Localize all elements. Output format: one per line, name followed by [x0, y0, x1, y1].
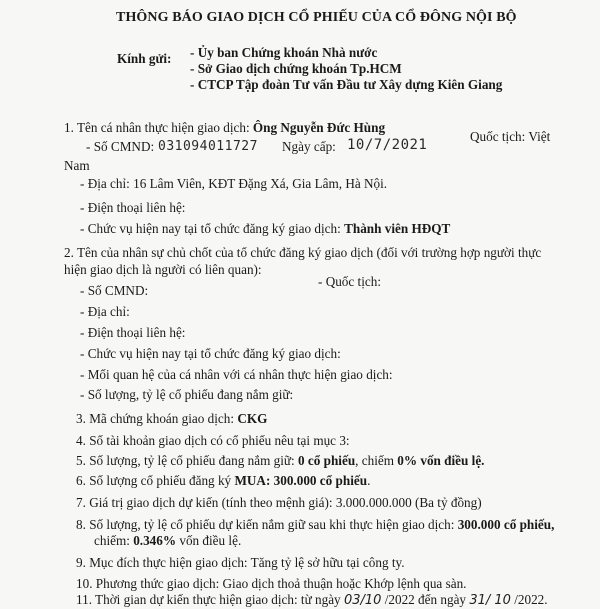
s5-tail: vốn điều lệ.	[417, 453, 485, 468]
recipient-item-company: - CTCP Tập đoàn Tư vấn Đầu tư Xây dựng Kiên Giang	[190, 77, 503, 92]
s1-date-label: Ngày cấp:	[282, 139, 336, 154]
s10-line: 10. Phương thức giao dịch: Giao dịch thoả thuận hoặc Khớp lệnh qua sàn.	[76, 576, 467, 591]
document-title: THÔNG BÁO GIAO DỊCH CỔ PHIẾU CỦA CỔ ĐÔNG NỘI BỘ	[116, 10, 517, 25]
s1-id-label: - Số CMND:	[86, 139, 155, 154]
s2-line2: hiện giao dịch là người có liên quan):	[64, 262, 262, 277]
s2-relation: - Mối quan hệ của cá nhân với cá nhân thực hiện giao dịch:	[80, 367, 393, 382]
s5-line	[76, 453, 484, 469]
s1-name-label: 1. Tên cá nhân thực hiện giao dịch:	[64, 120, 253, 135]
s6-value: 300.000 cổ phiếu	[273, 473, 368, 488]
s1-name-line	[64, 120, 385, 136]
s1-position-label: - Chức vụ hiện nay tại tổ chức đăng ký giao dịch:	[80, 221, 345, 236]
s3-line	[76, 411, 267, 427]
s11-label: 11. Thời gian dự kiến thực hiện giao dịch: từ ngày	[76, 592, 344, 607]
s11-end: /2022.	[510, 592, 548, 607]
s1-phone: - Điện thoại liên hệ:	[80, 200, 186, 215]
s8-cont-label: chiếm:	[94, 533, 134, 548]
recipient-item-hose: - Sở Giao dịch chứng khoán Tp.HCM	[190, 61, 402, 76]
s3-label: 3. Mã chứng khoán giao dịch:	[76, 411, 238, 426]
s8-tail: vốn điều lệ.	[176, 533, 242, 548]
s4-line: 4. Số tài khoản giao dịch có cổ phiếu nêu tại mục 3:	[76, 433, 350, 448]
s7-line: 7. Giá trị giao dịch dự kiến (tính theo mệnh giá): 3.000.000.000 (Ba tỷ đồng)	[76, 495, 482, 510]
s2-position: - Chức vụ hiện nay tại tổ chức đăng ký giao dịch:	[80, 346, 341, 361]
s1-date-value: 10/7/2021	[347, 137, 428, 153]
s2-nationality-label: - Quốc tịch:	[318, 274, 381, 289]
s2-line1: 2. Tên của nhân sự chủ chốt của tổ chức đăng ký giao dịch (đối với trường hợp người thực	[64, 245, 542, 260]
s2-phone: - Điện thoại liên hệ:	[80, 325, 186, 340]
s11-mid: /2022 đến ngày	[381, 592, 470, 607]
s8-label: 8. Số lượng, tỷ lệ cổ phiếu dự kiến nắm giữ sau khi thực hiện giao dịch:	[76, 517, 458, 532]
s2-holding: - Số lượng, tỷ lệ cổ phiếu đang nắm giữ:	[80, 387, 294, 402]
s1-position-value: Thành viên HĐQT	[344, 221, 451, 236]
s1-nationality-label: Quốc tịch: Việt	[470, 129, 551, 144]
s2-address: - Địa chỉ:	[80, 304, 130, 319]
s6-end: .	[367, 473, 371, 488]
s6-line	[76, 473, 370, 489]
s11-to: 31/ 10	[469, 593, 511, 608]
s9-line: 9. Mục đích thực hiện giao dịch: Tăng tỷ lệ sở hữu tại công ty.	[76, 555, 405, 570]
s5-label: 5. Số lượng, tỷ lệ cổ phiếu đang nắm giữ:	[76, 453, 298, 468]
s5-percent: 0%	[397, 453, 418, 468]
s6-sep: :	[265, 473, 274, 488]
recipient-label: Kính gửi:	[117, 51, 172, 66]
s1-name-value: Ông Nguyễn Đức Hùng	[252, 120, 386, 135]
s1-id-value: 031094011727	[158, 139, 258, 154]
recipient-item-ssc: - Ủy ban Chứng khoán Nhà nước	[190, 45, 378, 60]
s2-id-label: - Số CMND:	[80, 283, 149, 298]
s8-shares: 300.000 cổ phiếu,	[457, 517, 555, 532]
s8-percent: 0.346%	[133, 533, 177, 548]
s8-line2	[94, 533, 241, 549]
s3-value: CKG	[237, 411, 268, 426]
s11-from: 03/10	[343, 593, 382, 608]
s5-shares: 0 cổ phiếu	[298, 453, 356, 468]
s5-mid: , chiếm	[355, 453, 398, 468]
s1-address: - Địa chỉ: 16 Lâm Viên, KĐT Đặng Xá, Gia Lâm, Hà Nội.	[80, 176, 388, 191]
s1-position-line	[80, 221, 450, 237]
s11-line	[76, 592, 548, 609]
s1-nationality-cont: Nam	[64, 158, 90, 173]
s6-label: 6. Số lượng cổ phiếu đăng ký	[76, 473, 235, 488]
s6-action: MUA	[234, 473, 266, 488]
s8-line1	[76, 517, 554, 533]
